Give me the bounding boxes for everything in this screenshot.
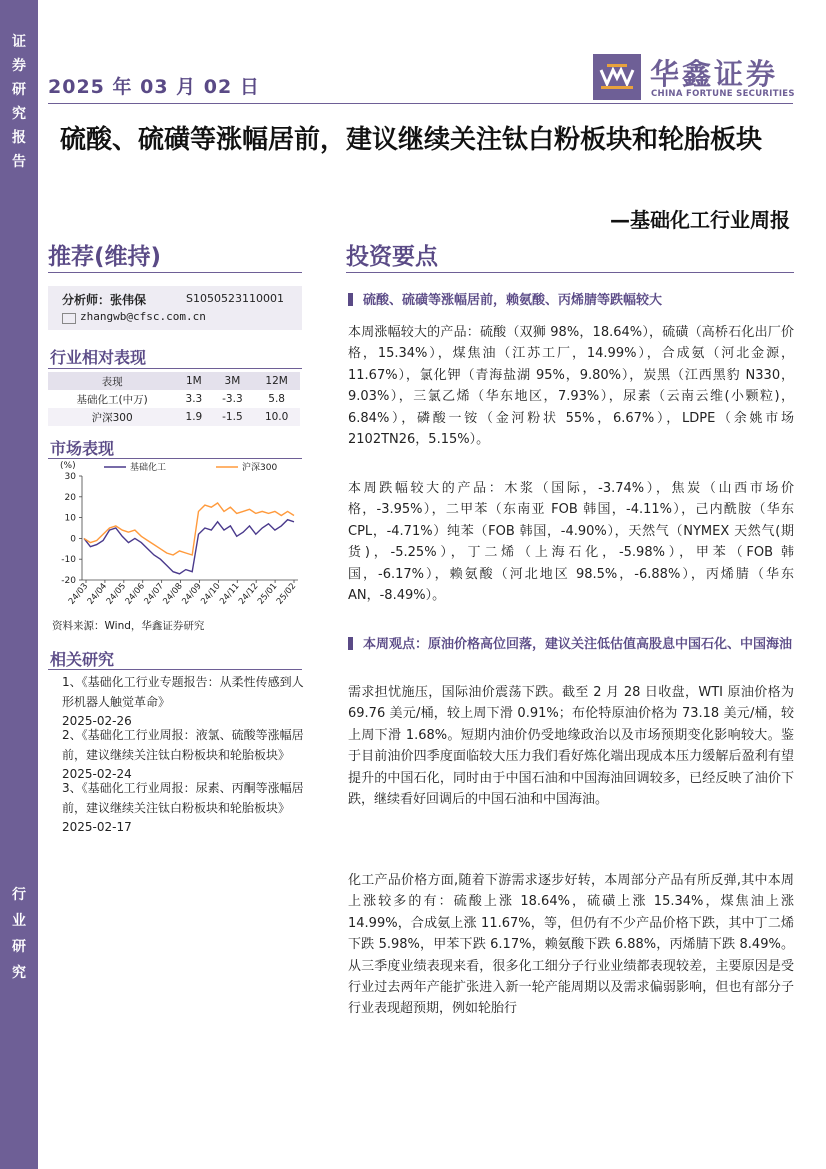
perf-header-cell: 3M	[224, 375, 241, 387]
x-tick-label: 25/02	[274, 581, 299, 607]
y-tick-label: 30	[64, 472, 76, 482]
sidebar-top-label: 证券研究报告	[12, 34, 26, 170]
series-line-industry	[84, 520, 294, 574]
paragraph: 本周跌幅较大的产品：木浆（国际，-3.74%），焦炭（山西市场价格，-3.95%），二甲苯（东南亚 FOB 韩国，-4.11%），己内酰胺（华东 CPL，-4.71%）纯苯（FOB 韩国，-4.90%），天然气（NYMEX 天然气(期货)，-5.25%），丁二烯（上海石化，-5.98%），甲苯（FOB 韩国，-6.17%），赖氨酸（河北地区 98.5%，-6.88%），丙烯腈（华东 AN，-8.49%）。	[348, 481, 794, 604]
x-tick-label: 24/12	[237, 581, 261, 607]
report-subtitle: —基础化工行业周报	[610, 208, 790, 232]
logo-text-cn: 华鑫证券	[650, 57, 779, 91]
related-item[interactable]	[62, 726, 304, 785]
x-tick-label: 24/03	[66, 581, 91, 607]
related-item-text: 1、《基础化工行业专题报告：从柔性传感到人形机器人触觉革命》	[62, 675, 304, 709]
related-item-date: 2025-02-26	[62, 714, 132, 728]
paragraph: 本周涨幅较大的产品：硫酸（双狮 98%，18.64%），硫磺（高桥石化出厂价格，15.34%），煤焦油（江苏工厂，14.99%），合成氨（河北金源，11.67%），氯化钾（青海盐湖 95%，9.80%），炭黑（江西黑豹 N330，9.03%），三氯乙烯（华东地区，7.93%），尿素（云南云维(小颗粒)，6.84%），磷酸一铵（金河粉状 55%，6.67%），LDPE（余姚市场 2102TN26，5.15%）。	[348, 325, 794, 448]
perf-cell: -3.3	[222, 393, 243, 405]
perf-header-row	[48, 372, 300, 390]
x-tick-label: 24/04	[85, 581, 110, 607]
header-rule	[48, 103, 793, 104]
perf-header-cell: 12M	[265, 375, 288, 387]
y-tick-label: 20	[64, 492, 76, 503]
x-tick-label: 24/07	[142, 581, 166, 607]
y-tick-label: -20	[61, 576, 76, 586]
y-tick-label: 0	[70, 534, 76, 545]
logo-text-en: CHINA FORTUNE SECURITIES	[651, 89, 795, 99]
perf-row	[48, 390, 300, 408]
related-rule	[48, 669, 302, 670]
related-item[interactable]	[62, 779, 304, 838]
perf-table	[48, 372, 300, 426]
perf-rule	[48, 368, 302, 369]
x-tick-label: 24/10	[199, 581, 223, 607]
x-tick-label: 25/01	[255, 581, 280, 607]
perf-heading: 行业相对表现	[50, 348, 147, 367]
related-item-date: 2025-02-24	[62, 767, 132, 781]
perf-cell: 10.0	[264, 411, 289, 423]
y-tick-label: 10	[64, 513, 76, 524]
main-rule	[346, 272, 794, 273]
perf-cell: 基础化工(中万)	[76, 393, 148, 406]
x-tick-label: 24/11	[218, 581, 242, 607]
related-item[interactable]	[62, 673, 304, 732]
market-heading: 市场表现	[50, 439, 115, 458]
bullet-icon	[348, 637, 353, 650]
series-line-csi300	[84, 503, 294, 555]
chart-source: 资料来源：Wind，华鑫证券研究	[52, 620, 205, 632]
market-chart	[46, 456, 304, 616]
perf-cell: 沪深300	[91, 411, 133, 424]
legend-label: 基础化工	[130, 463, 167, 473]
perf-cell: 3.3	[185, 393, 203, 405]
x-tick-label: 24/05	[104, 581, 129, 607]
paragraph: 需求担忧施压，国际油价震荡下跌。截至 2 月 28 日收盘，WTI 原油价格为 69.76 美元/桶，较上周下滑 0.91%；布伦特原油价格为 73.18 美元/桶，较上周下滑 1.68%。短期内油价仍受地缘政治以及市场预期变化影响较大。鉴于目前油价四季度面临较大压力我们看好炼化端出现成本压力缓解后盈利有望提升的中国石化，同时由于中国石油和中国海油回调较多，已经反映了油价下跌，继续看好回调后的中国石油和中国海油。	[348, 685, 794, 808]
x-tick-label: 24/09	[180, 581, 204, 607]
related-item-text: 2、《基础化工行业周报：液氯、硫酸等涨幅居前，建议继续关注钛白粉板块和轮胎板块》	[62, 728, 304, 762]
y-axis-label: (%)	[60, 461, 76, 471]
section1-title: 硫酸、硫磺等涨幅居前，赖氨酸、丙烯腈等跌幅较大	[348, 290, 796, 311]
bullet-icon	[348, 293, 353, 306]
rating: 推荐(维持)	[48, 244, 162, 270]
related-item-date: 2025-02-17	[62, 820, 132, 834]
report-title: 硫酸、硫磺等涨幅居前，建议继续关注钛白粉板块和轮胎板块	[60, 125, 763, 155]
related-heading: 相关研究	[50, 650, 115, 669]
legend-label: 沪深300	[242, 463, 278, 473]
perf-cell: -1.5	[222, 411, 243, 423]
perf-row	[48, 408, 300, 426]
main-heading: 投资要点	[346, 244, 438, 270]
perf-cell: 5.8	[268, 393, 285, 405]
perf-cell: 1.9	[185, 411, 203, 423]
perf-header-cell: 1M	[185, 375, 202, 387]
report-date: 2025 年 03 月 02 日	[48, 76, 260, 98]
section2-title: 本周观点：原油价格高位回落，建议关注低估值高股息中国石化、中国海油	[348, 634, 796, 655]
sidebar-band	[0, 0, 38, 1169]
related-item-text: 3、《基础化工行业周报：尿素、丙酮等涨幅居前，建议继续关注钛白粉板块和轮胎板块》	[62, 781, 304, 815]
sidebar-bottom-label: 行业研究	[12, 887, 26, 981]
rating-rule	[48, 272, 302, 273]
perf-header-cell: 表现	[101, 375, 123, 388]
x-tick-label: 24/08	[161, 581, 185, 607]
analyst-email[interactable]: zhangwb@cfsc.com.cn	[80, 310, 206, 323]
paragraph: 化工产品价格方面,随着下游需求逐步好转，本周部分产品有所反弹,其中本周上涨较多的有：硫酸上涨 18.64%，硫磺上涨 15.34%，煤焦油上涨 14.99%，合成氨上涨 11.67%，等，但仍有不少产品价格下跌，其中丁二烯下跌 5.98%，甲苯下跌 6.17%，赖氨酸下跌 6.88%，丙烯腈下跌 8.49%。从三季度业绩表现来看，很多化工细分子行业业绩都表现较差，主要原因是受行业过去两年产能扩张进入新一轮产能周期以及需求偏弱影响，但也有部分子行业表现超预期，例如轮胎行	[348, 873, 794, 1017]
y-tick-label: -10	[61, 555, 76, 566]
x-tick-label: 24/06	[123, 581, 148, 607]
email-icon	[62, 313, 76, 324]
logo-mark-icon	[593, 54, 641, 100]
analyst-label: 分析师：张伟保	[62, 293, 147, 307]
analyst-license: S1050523110001	[186, 292, 284, 305]
